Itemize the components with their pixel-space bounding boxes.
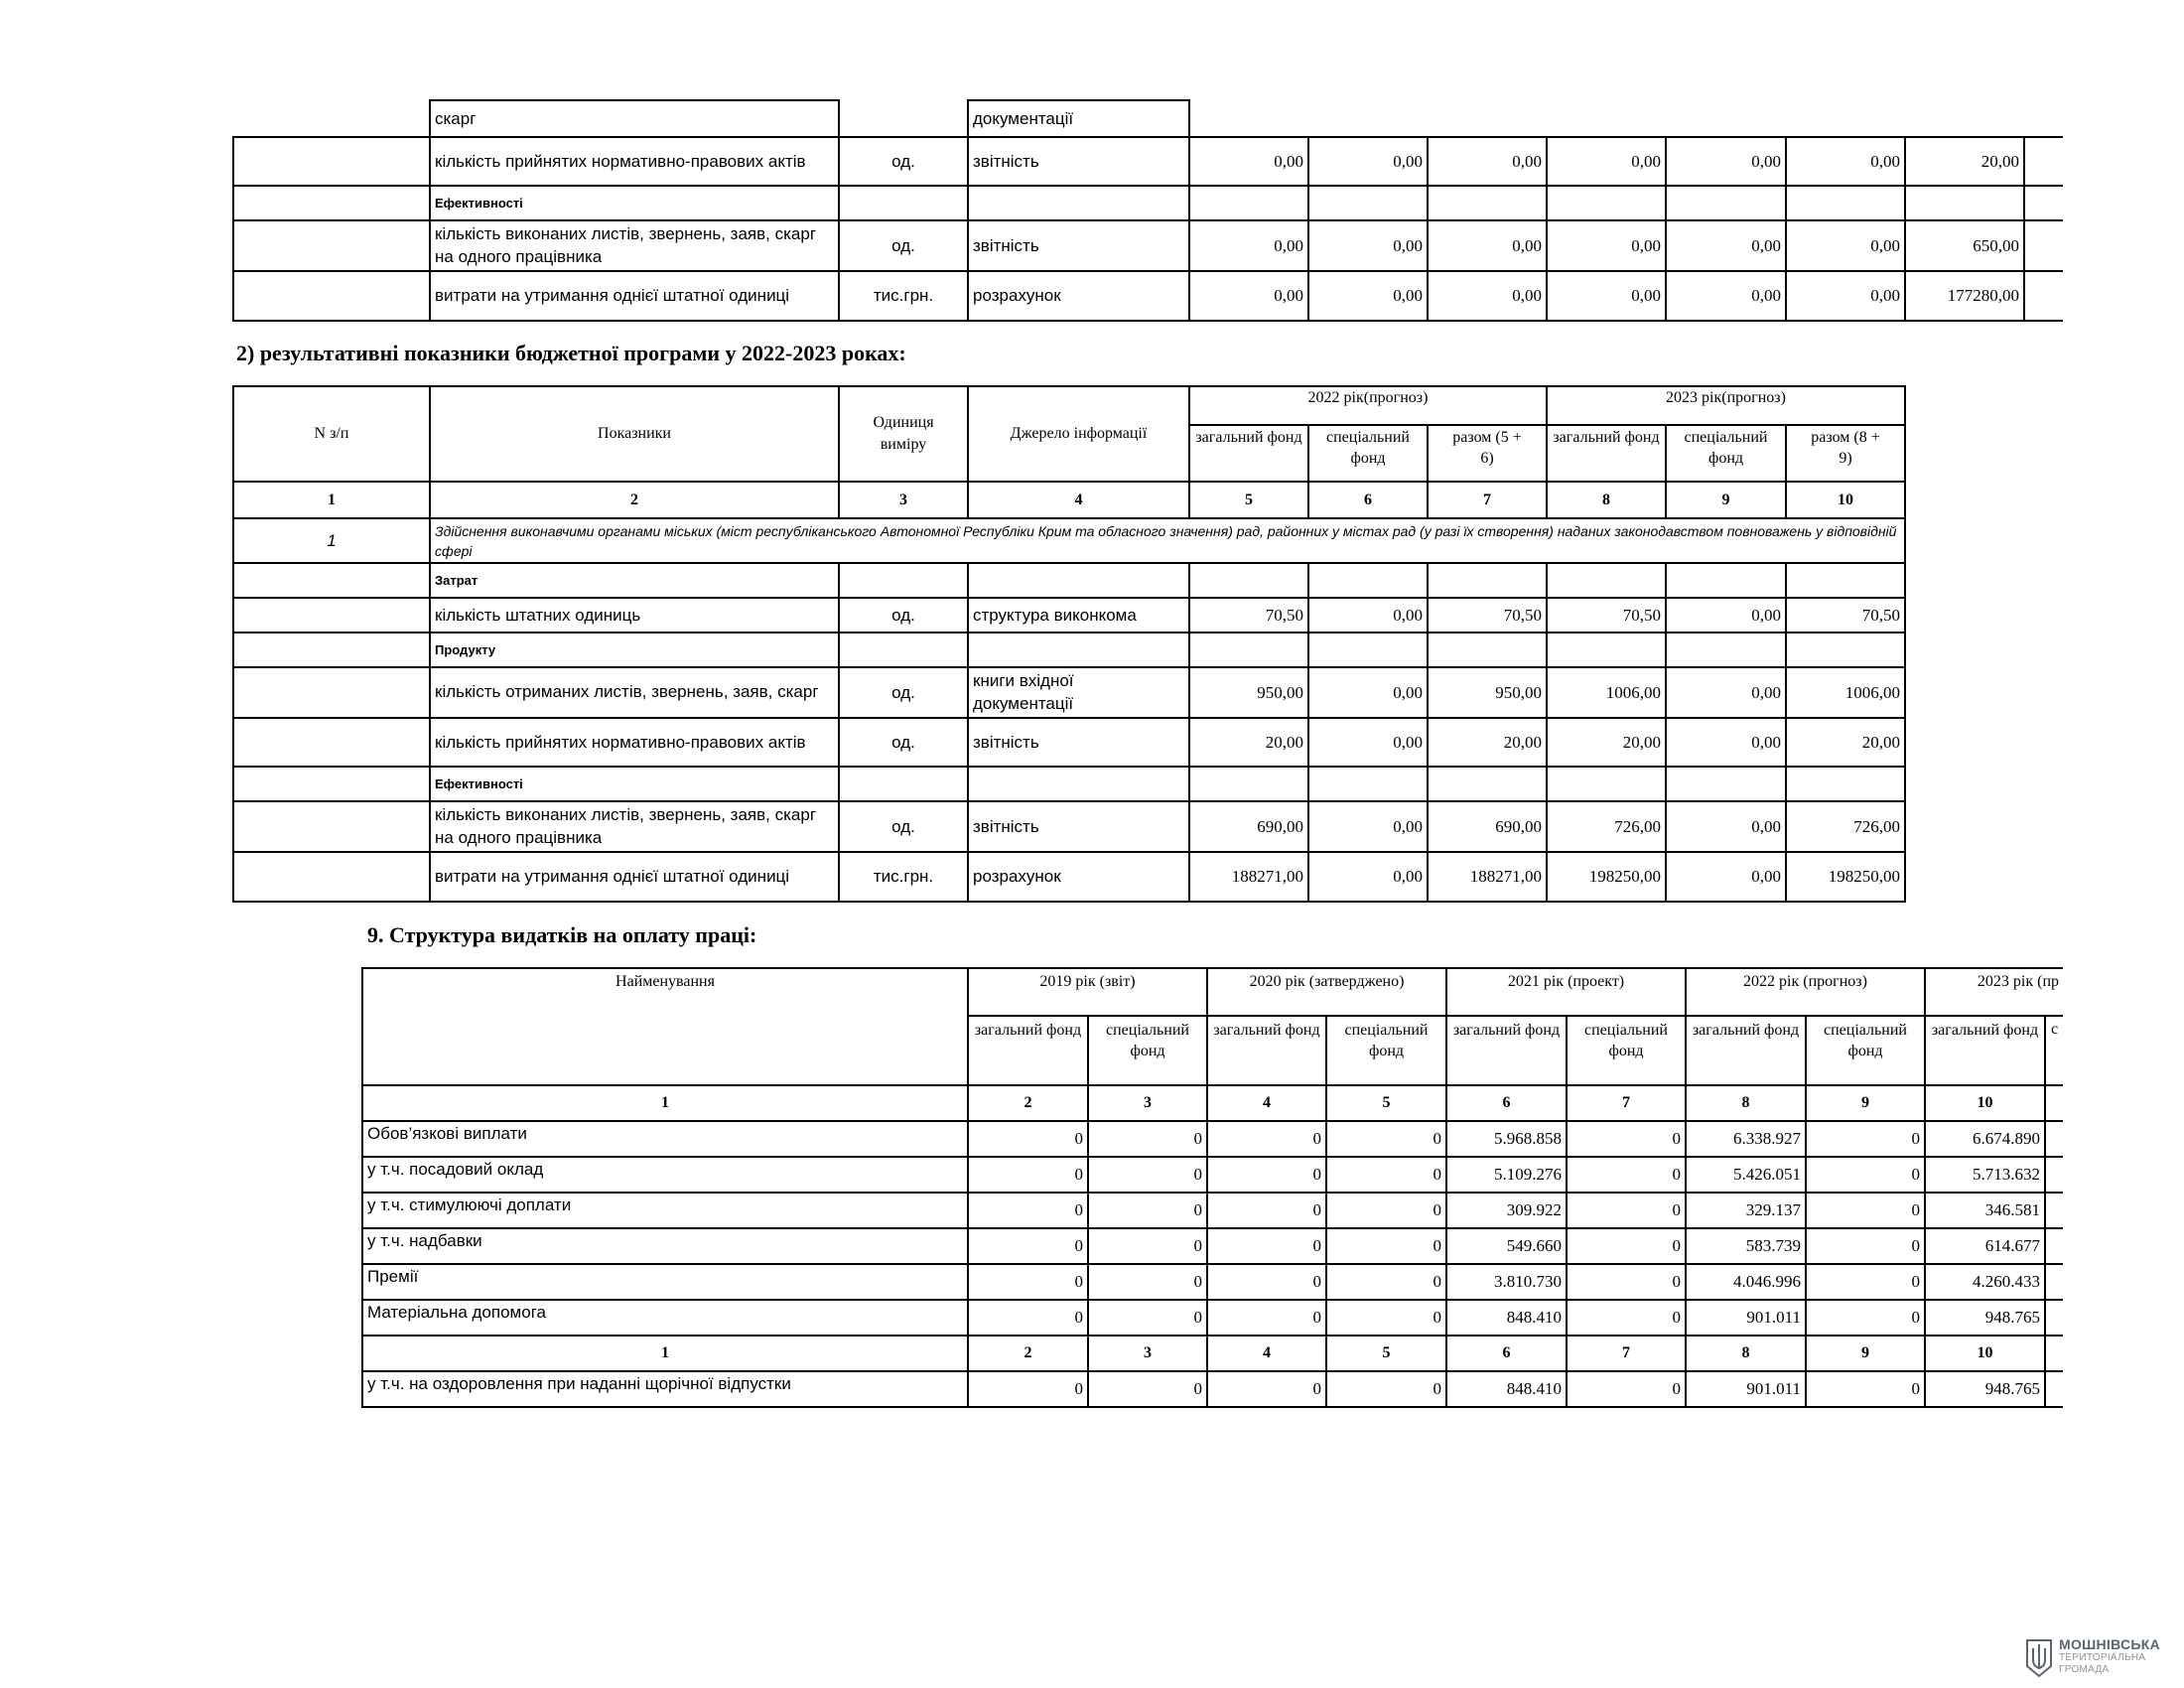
cell-value [1785,766,1906,802]
task-number: 1 [232,517,431,564]
cell-value: 0 [1325,1156,1447,1194]
logo-line-1: МОШНІВСЬКА [2059,1636,2161,1652]
cell-value: 0,00 [1307,136,1429,187]
header-general-fund: загальний фонд [1206,1015,1327,1086]
cell-value: 0,00 [1546,219,1667,272]
cell-value: 0,00 [1785,270,1906,322]
cell-indicator: витрати на утримання однієї штатної одиниці [429,851,840,903]
cell-value: 198250,00 [1785,851,1906,903]
cell-value: 0,00 [1665,219,1787,272]
col-number: 1 [361,1084,969,1122]
header-year-cut: 2023 рік (пр [1924,967,2063,1017]
section-label: Ефективності [429,185,840,221]
cell-value: 0,00 [1307,800,1429,853]
cell-value [1188,766,1309,802]
col-number: 2 [429,481,840,519]
cell-value: 0 [1805,1263,1926,1301]
cell-value: 0 [1206,1299,1327,1336]
cell-value: 0 [1087,1120,1208,1158]
cell-source [967,766,1190,802]
header-total-text: разом (5 + 6) [1452,429,1522,467]
cell-source: звітність [967,800,1190,853]
row-name: Премії [361,1263,969,1301]
cell-value: 5.968.858 [1445,1120,1568,1158]
cell-value: 0,00 [1665,851,1787,903]
cell-value [1188,185,1309,221]
cell-value [1904,185,2025,221]
cell-index [232,185,431,221]
cell-value [1665,766,1787,802]
header-year: 2020 рік (затверджено) [1206,967,1447,1017]
cell-value: 650,00 [1904,219,2025,272]
cell-cut [2044,1156,2063,1194]
cell-value: 6.674.890 [1924,1120,2046,1158]
cell-value: 583.739 [1685,1227,1807,1265]
cell-value: 0,00 [1427,136,1548,187]
cell-value: 0 [1805,1227,1926,1265]
cell-unit: тис.грн. [838,270,969,322]
cell-value [1546,766,1667,802]
cell-unit: од. [838,717,969,768]
cell-value: 0,00 [1307,666,1429,719]
logo-line-3: ГРОМАДА [2059,1664,2110,1675]
col-number: 10 [1924,1084,2046,1122]
cell-unit: од. [838,136,969,187]
cell-value: 5.426.051 [1685,1156,1807,1194]
col-number: 6 [1445,1335,1568,1372]
cell-value: 0,00 [1188,219,1309,272]
cell-value: 0,00 [1307,219,1429,272]
cell-value: 5.713.632 [1924,1156,2046,1194]
cell-value: 0 [1087,1227,1208,1265]
cell-value [1546,562,1667,599]
col-number: 8 [1546,481,1667,519]
cell-value: 0 [967,1192,1089,1229]
header-special-fund: спеціальний фонд [1805,1015,1926,1086]
cell-value [1427,766,1548,802]
cell-index [232,562,431,599]
cell-value: 0,00 [1307,597,1429,633]
cell-index [232,851,431,903]
cell-cut [2044,1192,2063,1229]
cell-value [1665,562,1787,599]
cell-value: 0 [1325,1263,1447,1301]
cell-value: 0 [1087,1156,1208,1194]
header-indicators: Показники [429,385,840,483]
header-year-2023: 2023 рік(прогноз) [1546,385,1906,426]
col-number: 10 [1924,1335,2046,1372]
cell-value: 20,00 [1546,717,1667,768]
cell-value: 20,00 [1904,136,2025,187]
cell-value: 0 [1325,1192,1447,1229]
cell-value [1785,185,1906,221]
cell-index [232,666,431,719]
header-general-fund: загальний фонд [1924,1015,2046,1086]
cell-value: 188271,00 [1427,851,1548,903]
cell-index [232,270,431,322]
cell-value: 70,50 [1427,597,1548,633]
cell-value [1188,562,1309,599]
cell-value: 0 [1805,1299,1926,1336]
cell-value: 0,00 [1188,270,1309,322]
cell-value: 0 [967,1156,1089,1194]
cell-value: 0,00 [1665,800,1787,853]
cell-value: 0 [1325,1370,1447,1408]
cell-value: 0 [1566,1263,1687,1301]
cell-cut [2044,1335,2063,1372]
cell-value: 0 [1087,1263,1208,1301]
cell-value: 950,00 [1188,666,1309,719]
cell-source: розрахунок [967,270,1190,322]
col-number: 5 [1325,1084,1447,1122]
header-total [1785,424,1906,483]
cell-value: 0 [1206,1227,1327,1265]
header-year-2022: 2022 рік(прогноз) [1188,385,1548,426]
cell-value: 0 [1325,1227,1447,1265]
header-special-fund: спеціальний фонд [1566,1015,1687,1086]
cell-cut [2023,219,2063,272]
cell-unit: од. [838,800,969,853]
col-number: 4 [967,481,1190,519]
header-general-fund: загальний фонд [1685,1015,1807,1086]
cell-indicator: кількість отриманих листів, звернень, заяв, скарг [429,666,840,719]
community-logo [2025,1636,2174,1680]
cell-value [1307,632,1429,668]
cell-value: 0 [1325,1120,1447,1158]
cell-cut [2044,1263,2063,1301]
cell-unit: од. [838,666,969,719]
cell-value: 0,00 [1427,270,1548,322]
cell-cut [2044,1370,2063,1408]
cell-value [1665,632,1787,668]
cell-source: структура виконкома [967,597,1190,633]
cell-value [1307,185,1429,221]
header-general-fund: загальний фонд [1445,1015,1568,1086]
cell-cut [2044,1084,2063,1122]
cell-index [232,632,431,668]
cell-value: 0 [1206,1192,1327,1229]
cell-index [232,800,431,853]
cell-value: 0 [1805,1120,1926,1158]
cell-value: 0,00 [1188,136,1309,187]
cell-value: 0 [1805,1370,1926,1408]
header-general-fund: загальний фонд [1188,424,1309,483]
cell-value [1665,185,1787,221]
cell-value: 549.660 [1445,1227,1568,1265]
cell-value: 0 [1566,1192,1687,1229]
cell-value: 0,00 [1307,851,1429,903]
cell-value: 0 [967,1263,1089,1301]
header-special-fund-cut: с [2044,1015,2063,1086]
cell-value [1546,185,1667,221]
col-number: 5 [1325,1335,1447,1372]
cell-value: 614.677 [1924,1227,2046,1265]
cell-value: 0 [1206,1156,1327,1194]
cell-value: 1006,00 [1546,666,1667,719]
cell-unit: тис.грн. [838,851,969,903]
cell-value: 0 [1087,1192,1208,1229]
cell-source [967,666,1190,719]
cell-value: 948.765 [1924,1299,2046,1336]
cell-source: розрахунок [967,851,1190,903]
section-label: Затрат [429,562,840,599]
header-year: 2022 рік (прогноз) [1685,967,1926,1017]
cell-value: 0 [1087,1370,1208,1408]
col-number: 2 [967,1335,1089,1372]
cell-value: 0 [1566,1370,1687,1408]
cell-value: 0,00 [1427,219,1548,272]
header-total-text: разом (8 + 9) [1811,429,1880,467]
row-name: у т.ч. посадовий оклад [361,1156,969,1194]
cell-unit [838,185,969,221]
cell-cut [2023,185,2063,221]
cell-value: 848.410 [1445,1299,1568,1336]
cell-value: 726,00 [1785,800,1906,853]
section-label: Ефективності [429,766,840,802]
cell-value: 0 [1566,1156,1687,1194]
row-name: у т.ч. стимулюючі доплати [361,1192,969,1229]
cell-value: 20,00 [1188,717,1309,768]
cell-value: 0 [1206,1370,1327,1408]
col-number: 3 [838,481,969,519]
cell-cut [2044,1120,2063,1158]
cell-source-text: книги вхідної документації [973,671,1074,713]
cell-source: документації [967,99,1190,138]
cell-value: 0,00 [1785,219,1906,272]
cell-source: звітність [967,717,1190,768]
col-number: 6 [1445,1084,1568,1122]
cell-value: 948.765 [1924,1370,2046,1408]
cell-value: 0 [1206,1120,1327,1158]
cell-unit [838,562,969,599]
header-total [1427,424,1548,483]
cell-value: 0 [1087,1299,1208,1336]
cell-value [1546,632,1667,668]
cell-value: 4.046.996 [1685,1263,1807,1301]
cell-value: 690,00 [1188,800,1309,853]
col-number: 9 [1805,1084,1926,1122]
row-name: Обов’язкові виплати [361,1120,969,1158]
cell-unit [838,766,969,802]
cell-value: 0 [1805,1192,1926,1229]
section-label: Продукту [429,632,840,668]
cell-value: 329.137 [1685,1192,1807,1229]
cell-index [232,717,431,768]
row-name: у т.ч. на оздоровлення при наданні щорічної відпустки [361,1370,969,1408]
cell-index [232,766,431,802]
cell-value [1427,562,1548,599]
cell-value: 0,00 [1665,136,1787,187]
cell-indicator: скарг [429,99,840,138]
cell-source [967,562,1190,599]
row-name: у т.ч. надбавки [361,1227,969,1265]
cell-value: 0,00 [1665,666,1787,719]
cell-value: 4.260.433 [1924,1263,2046,1301]
cell-value [1427,632,1548,668]
cell-unit [838,632,969,668]
cell-unit: од. [838,219,969,272]
header-special-fund: спеціальний фонд [1087,1015,1208,1086]
cell-cut [2023,136,2063,187]
col-number: 1 [361,1335,969,1372]
col-number: 8 [1685,1335,1807,1372]
cell-indicator: кількість штатних одиниць [429,597,840,633]
header-general-fund: загальний фонд [967,1015,1089,1086]
col-number: 7 [1566,1084,1687,1122]
section-heading-indicators: 2) результативні показники бюджетної програми у 2022-2023 роках: [236,341,906,365]
header-source: Джерело інформації [967,385,1190,483]
header-general-fund: загальний фонд [1546,424,1667,483]
cell-value [1307,766,1429,802]
cell-value: 0 [967,1370,1089,1408]
cell-value: 70,50 [1785,597,1906,633]
cell-value: 0 [967,1227,1089,1265]
cell-index [232,219,431,272]
cell-value: 0,00 [1665,597,1787,633]
cell-value: 6.338.927 [1685,1120,1807,1158]
cell-value [1427,185,1548,221]
cell-value: 0,00 [1665,717,1787,768]
cell-value [1188,632,1309,668]
col-number: 2 [967,1084,1089,1122]
cell-value: 177280,00 [1904,270,2025,322]
cell-value: 1006,00 [1785,666,1906,719]
cell-source: звітність [967,136,1190,187]
section-heading-salary: 9. Структура видатків на оплату праці: [367,922,757,947]
col-number: 4 [1206,1084,1327,1122]
cell-value: 690,00 [1427,800,1548,853]
row-name: Матеріальна допомога [361,1299,969,1336]
col-number: 3 [1087,1084,1208,1122]
cell-value: 70,50 [1188,597,1309,633]
cell-value: 901.011 [1685,1370,1807,1408]
col-number: 3 [1087,1335,1208,1372]
header-number [232,385,431,483]
cell-value: 0,00 [1546,270,1667,322]
col-number: 9 [1805,1335,1926,1372]
col-number: 7 [1566,1335,1687,1372]
col-number: 7 [1427,481,1548,519]
cell-value: 0,00 [1785,136,1906,187]
header-number-text: N з/п [314,424,349,442]
cell-index [232,136,431,187]
header-unit-text: Одиниця виміру [873,413,934,453]
col-number: 10 [1785,481,1906,519]
col-number: 4 [1206,1335,1327,1372]
cell-cut [2023,270,2063,322]
header-year: 2019 рік (звіт) [967,967,1208,1017]
cell-indicator: кількість виконаних листів, звернень, заяв, скарг на одного працівника [429,800,840,853]
cell-cut [2044,1227,2063,1265]
cell-indicator: кількість прийнятих нормативно-правових актів [429,717,840,768]
col-number: 8 [1685,1084,1807,1122]
cell-value [1307,562,1429,599]
header-name: Найменування [361,967,969,1086]
cell-source: звітність [967,219,1190,272]
cell-value: 848.410 [1445,1370,1568,1408]
header-unit [838,385,969,483]
col-number: 6 [1307,481,1429,519]
cell-value: 198250,00 [1546,851,1667,903]
cell-unit: од. [838,597,969,633]
cell-indicator: кількість виконаних листів, звернень, заяв, скарг на одного працівника [429,219,840,272]
cell-source [967,185,1190,221]
cell-value: 70,50 [1546,597,1667,633]
cell-value: 188271,00 [1188,851,1309,903]
cell-value: 0 [1566,1120,1687,1158]
cell-value: 0 [1566,1299,1687,1336]
cell-indicator: витрати на утримання однієї штатної одиниці [429,270,840,322]
cell-value: 0,00 [1307,717,1429,768]
header-year: 2021 рік (проект) [1445,967,1687,1017]
cell-value: 901.011 [1685,1299,1807,1336]
col-number: 1 [232,481,431,519]
cell-value: 20,00 [1427,717,1548,768]
cell-value: 309.922 [1445,1192,1568,1229]
header-special-fund: спеціальний фонд [1307,424,1429,483]
cell-value: 0 [1805,1156,1926,1194]
cell-value: 726,00 [1546,800,1667,853]
cell-value: 0,00 [1665,270,1787,322]
cell-value: 346.581 [1924,1192,2046,1229]
logo-line-2: ТЕРИТОРІАЛЬНА [2059,1652,2146,1663]
cell-value: 0,00 [1546,136,1667,187]
cell-value: 0 [967,1120,1089,1158]
cell-value: 0 [1206,1263,1327,1301]
cell-value [1785,632,1906,668]
cell-value [1785,562,1906,599]
cell-value: 20,00 [1785,717,1906,768]
cell-value: 3.810.730 [1445,1263,1568,1301]
col-number: 9 [1665,481,1787,519]
header-special-fund: спеціальний фонд [1665,424,1787,483]
cell-source [967,632,1190,668]
cell-value: 0 [967,1299,1089,1336]
col-number: 5 [1188,481,1309,519]
cell-value: 0 [1325,1299,1447,1336]
trident-icon [2025,1638,2053,1678]
cell-indicator: кількість прийнятих нормативно-правових актів [429,136,840,187]
header-special-fund: спеціальний фонд [1325,1015,1447,1086]
cell-value: 5.109.276 [1445,1156,1568,1194]
cell-cut [2044,1299,2063,1336]
task-description: Здійснення виконавчими органами міських (міст республіканського Автономної Республіки Крим та обласного значення) рад, районних у містах рад (у разі їх створення) наданих законодавством повноважень у відповідній сфері [429,517,1906,564]
cell-value: 0 [1566,1227,1687,1265]
cell-index [232,597,431,633]
cell-value: 950,00 [1427,666,1548,719]
cell-value: 0,00 [1307,270,1429,322]
